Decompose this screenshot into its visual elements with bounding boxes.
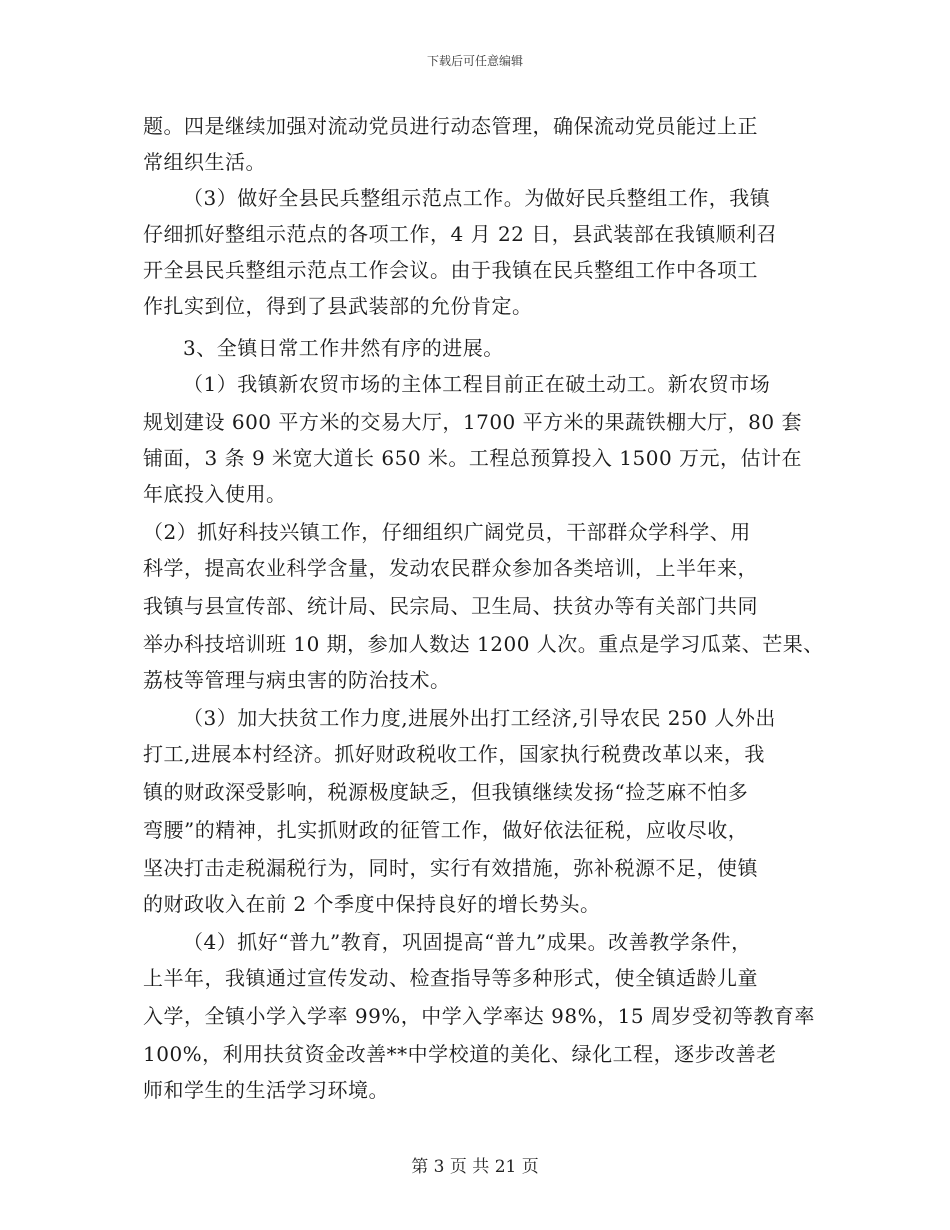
text-line: （3）做好全县民兵整组示范点工作。为做好民兵整组工作，我镇 — [183, 186, 771, 210]
page-header: 下载后可任意编辑 — [426, 54, 523, 68]
text-line: 作扎实到位，得到了县武装部的允份肯定。 — [143, 294, 533, 318]
text-line: 规划建设 600 平方米的交易大厅，1700 平方米的果蔬铁棚大厅，80 套 — [143, 410, 802, 434]
text-line: 上半年，我镇通过宣传发动、检查指导等多种形式，使全镇适龄儿童 — [143, 966, 758, 990]
text-line: 举办科技培训班 10 期，参加人数达 1200 人次。重点是学习瓜菜、芒果、 — [143, 632, 824, 656]
text-line: 年底投入使用。 — [143, 482, 287, 506]
text-line: 常组织生活。 — [143, 150, 266, 174]
text-line: 仔细抓好整组示范点的各项工作，4 月 22 日，县武装部在我镇顺利召 — [143, 222, 778, 246]
text-line: （1）我镇新农贸市场的主体工程目前正在破土动工。新农贸市场 — [183, 372, 771, 396]
text-line: 科学，提高农业科学含量，发动农民群众参加各类培训，上半年来， — [143, 556, 758, 580]
page-number-footer: 第 3 页 共 21 页 — [411, 1157, 539, 1177]
text-line: 弯腰”的精神，扎实抓财政的征管工作，做好依法征税，应收尽收， — [143, 818, 749, 842]
text-line: 100%，利用扶贫资金改善**中学校道的美化、绿化工程，逐步改善老 — [143, 1042, 777, 1066]
text-line: 开全县民兵整组示范点工作会议。由于我镇在民兵整组工作中各项工 — [143, 258, 758, 282]
text-line: 题。四是继续加强对流动党员进行动态管理，确保流动党员能过上正 — [143, 114, 758, 138]
text-line: 打工,进展本村经济。抓好财政税收工作，国家执行税费改革以来，我 — [143, 742, 765, 766]
text-line: 坚决打击走税漏税行为，同时，实行有效措施，弥补税源不足，使镇 — [143, 856, 758, 880]
text-line: 的财政收入在前 2 个季度中保持良好的增长势头。 — [143, 892, 601, 916]
text-line: （2）抓好科技兴镇工作，仔细组织广阔党员，干部群众学科学、用 — [143, 520, 751, 544]
text-line: 我镇与县宣传部、统计局、民宗局、卫生局、扶贫办等有关部门共同 — [143, 594, 758, 618]
text-line: 镇的财政深受影响，税源极度缺乏，但我镇继续发扬“捡芝麻不怕多 — [143, 780, 749, 804]
text-line: 师和学生的生活学习环境。 — [143, 1078, 389, 1102]
text-line: 荔枝等管理与病虫害的防治技术。 — [143, 668, 451, 692]
text-line: 入学，全镇小学入学率 99%，中学入学率达 98%，15 周岁受初等教育率 — [143, 1004, 815, 1028]
text-line: （3）加大扶贫工作力度,进展外出打工经济,引导农民 250 人外出 — [183, 706, 776, 730]
text-line: 3、全镇日常工作井然有序的进展。 — [183, 336, 504, 360]
text-line: 铺面，3 条 9 米宽大道长 650 米。工程总预算投入 1500 万元，估计在 — [143, 446, 803, 470]
text-line: （4）抓好“普九”教育，巩固提高“普九”成果。改善教学条件， — [183, 930, 752, 954]
